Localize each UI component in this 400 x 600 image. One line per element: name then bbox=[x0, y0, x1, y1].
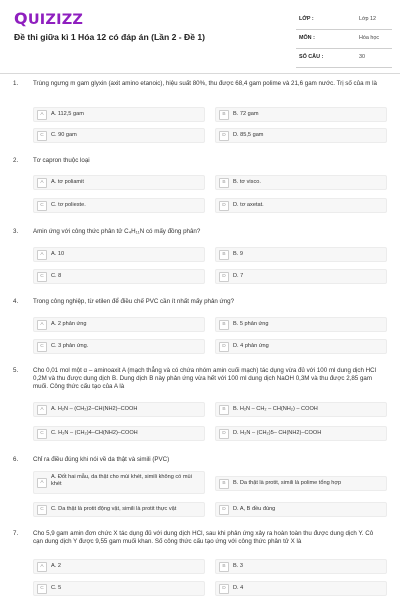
option-letter-box: A bbox=[37, 320, 47, 330]
option-a[interactable] bbox=[33, 559, 205, 574]
divider bbox=[0, 73, 400, 74]
question-number: 1. bbox=[13, 80, 19, 87]
option-d[interactable] bbox=[215, 339, 387, 354]
question-text: Trùng ngưng m gam glyxin (axit amino etanoic), hiệu suất 80%, thu được 68,4 gam polime và 21,6 gam nước. Trị số của m là bbox=[33, 80, 377, 87]
option-letter-box: B bbox=[219, 110, 229, 120]
option-text: D. 7 bbox=[233, 273, 244, 279]
meta-row-count bbox=[296, 49, 392, 68]
option-text: C. 3 phản ứng. bbox=[51, 343, 89, 349]
meta-label: MÔN : bbox=[299, 35, 315, 41]
option-letter-box: C bbox=[37, 201, 47, 211]
option-letter-box: B bbox=[219, 479, 229, 489]
option-a[interactable] bbox=[33, 175, 205, 190]
question-text: Tơ capron thuộc loại bbox=[33, 157, 90, 164]
meta-value: 30 bbox=[359, 54, 365, 60]
option-b[interactable] bbox=[215, 317, 387, 332]
option-text: C. H₂N – (CH₂)4–CH(NH2)–COOH bbox=[51, 430, 138, 436]
option-text: D. A, B đều đúng bbox=[233, 506, 276, 512]
question-text: Chỉ ra điều đúng khi nói về da thật và simili (PVC) bbox=[33, 456, 170, 463]
option-b[interactable] bbox=[215, 476, 387, 491]
option-d[interactable] bbox=[215, 502, 387, 517]
option-text: B. 5 phản ứng bbox=[233, 321, 269, 327]
meta-table bbox=[296, 11, 392, 68]
meta-label: SỐ CÂU : bbox=[299, 54, 324, 60]
option-d[interactable] bbox=[215, 128, 387, 143]
option-letter-box: C bbox=[37, 342, 47, 352]
meta-row-class bbox=[296, 11, 392, 30]
page-header bbox=[0, 0, 400, 66]
option-c[interactable] bbox=[33, 426, 205, 441]
option-letter-box: A bbox=[37, 178, 47, 188]
option-c[interactable] bbox=[33, 581, 205, 596]
option-text: B. H₂N – CH₂ – CH(NH₂) – COOH bbox=[233, 406, 318, 412]
option-a[interactable] bbox=[33, 107, 205, 122]
option-b[interactable] bbox=[215, 559, 387, 574]
option-text: A. 2 phản ứng bbox=[51, 321, 87, 327]
question-text: Cho 0,01 mol một α – aminoaxit A (mạch thẳng và có chứa nhóm amin cuối mạch) tác dụng vừa đủ với 100 ml dung dịch HCl 0,2M và thu được dung dịch B. Dung dịch B này phản ứng vừa hết với 100 ml dung dịch NaOH 0,3M và thu được 2,85 gam muối. Công thức cấu tạo của A là bbox=[33, 367, 376, 391]
question-text: Cho 5,9 gam amin đơn chức X tác dụng đủ với dung dịch HCl, sau khi phản ứng xảy ra hoàn toàn thu được dung dịch Y. Cô cạn dung dịch Y được 9,55 gam muối khan. Số công thức cấu tạo ứng với công thức phân tử X là bbox=[33, 530, 374, 546]
option-text: B. 9 bbox=[233, 251, 243, 257]
option-text: A. Đốt hai mẫu, da thật cho mùi khét, simili không có mùi khét bbox=[51, 474, 192, 488]
option-letter-box: D bbox=[219, 505, 229, 515]
meta-value: Hóa học bbox=[359, 35, 380, 41]
option-letter-box: A bbox=[37, 405, 47, 415]
option-letter-box: B bbox=[219, 562, 229, 572]
question-text: Trong công nghiệp, từ etilen để điều chế PVC cần ít nhất mấy phản ứng? bbox=[33, 298, 235, 305]
question-number: 4. bbox=[13, 298, 19, 305]
logo-letter: Q bbox=[14, 9, 28, 28]
quizizz-logo bbox=[14, 9, 83, 28]
option-letter-box: C bbox=[37, 272, 47, 282]
option-c[interactable] bbox=[33, 128, 205, 143]
option-text: D. 85,5 gam bbox=[233, 132, 264, 138]
option-text: B. 72 gam bbox=[233, 111, 259, 117]
option-a[interactable] bbox=[33, 402, 205, 417]
option-d[interactable] bbox=[215, 198, 387, 213]
option-b[interactable] bbox=[215, 107, 387, 122]
option-letter-box: A bbox=[37, 478, 47, 488]
option-letter-box: D bbox=[219, 201, 229, 211]
option-text: C. Da thật là protit động vật, simili là protit thực vật bbox=[51, 506, 177, 512]
option-text: A. H₂N – (CH₂)2–CH(NH2)–COOH bbox=[51, 406, 138, 412]
option-text: C. 8 bbox=[51, 273, 62, 279]
option-letter-box: A bbox=[37, 562, 47, 572]
meta-row-subject bbox=[296, 30, 392, 49]
option-d[interactable] bbox=[215, 426, 387, 441]
question-number: 6. bbox=[13, 456, 19, 463]
option-a[interactable] bbox=[33, 471, 205, 494]
option-d[interactable] bbox=[215, 581, 387, 596]
option-text: B. 3 bbox=[233, 563, 243, 569]
option-b[interactable] bbox=[215, 247, 387, 262]
option-text: D. H₂N – (CH₂)5– CH(NH2)–COOH bbox=[233, 430, 322, 436]
option-c[interactable] bbox=[33, 339, 205, 354]
option-letter-box: B bbox=[219, 178, 229, 188]
option-letter-box: D bbox=[219, 429, 229, 439]
option-text: C. 90 gam bbox=[51, 132, 77, 138]
option-text: C. tơ polieste. bbox=[51, 202, 86, 208]
option-d[interactable] bbox=[215, 269, 387, 284]
option-text: A. 10 bbox=[51, 251, 65, 257]
question-text: Amin ứng với công thức phân tử C₄H₁₁N có mấy đồng phân? bbox=[33, 228, 201, 235]
option-letter-box: C bbox=[37, 429, 47, 439]
option-text: D. 4 bbox=[233, 585, 244, 591]
option-letter-box: D bbox=[219, 131, 229, 141]
option-b[interactable] bbox=[215, 175, 387, 190]
option-a[interactable] bbox=[33, 247, 205, 262]
question-number: 7. bbox=[13, 530, 19, 537]
meta-value: Lớp 12 bbox=[359, 16, 377, 22]
question-number: 5. bbox=[13, 367, 19, 374]
option-letter-box: B bbox=[219, 320, 229, 330]
option-text: A. 2 bbox=[51, 563, 61, 569]
page-title: Đề thi giữa kì 1 Hóa 12 có đáp án (Lần 2 - Đề 1) bbox=[14, 32, 206, 42]
option-letter-box: D bbox=[219, 272, 229, 282]
option-text: C. 5 bbox=[51, 585, 62, 591]
option-letter-box: C bbox=[37, 131, 47, 141]
option-b[interactable] bbox=[215, 402, 387, 417]
option-letter-box: D bbox=[219, 584, 229, 594]
option-text: B. tơ visco. bbox=[233, 179, 261, 185]
question-number: 2. bbox=[13, 157, 19, 164]
option-letter-box: C bbox=[37, 584, 47, 594]
option-letter-box: D bbox=[219, 342, 229, 352]
option-letter-box: B bbox=[219, 405, 229, 415]
logo-wordmark: UIZIZZ bbox=[27, 12, 84, 28]
option-c[interactable] bbox=[33, 502, 205, 517]
option-text: D. tơ axetat. bbox=[233, 202, 264, 208]
meta-label: LỚP : bbox=[299, 16, 314, 22]
option-c[interactable] bbox=[33, 198, 205, 213]
option-text: D. 4 phản ứng bbox=[233, 343, 269, 349]
option-letter-box: C bbox=[37, 505, 47, 515]
question-number: 3. bbox=[13, 228, 19, 235]
option-text: B. Da thật là protit, simili là polime tổng hợp bbox=[233, 480, 342, 486]
option-letter-box: A bbox=[37, 110, 47, 120]
option-text: A. tơ poliamit bbox=[51, 179, 84, 185]
option-letter-box: A bbox=[37, 250, 47, 260]
option-c[interactable] bbox=[33, 269, 205, 284]
option-a[interactable] bbox=[33, 317, 205, 332]
option-letter-box: B bbox=[219, 250, 229, 260]
option-text: A. 112,5 gam bbox=[51, 111, 84, 117]
